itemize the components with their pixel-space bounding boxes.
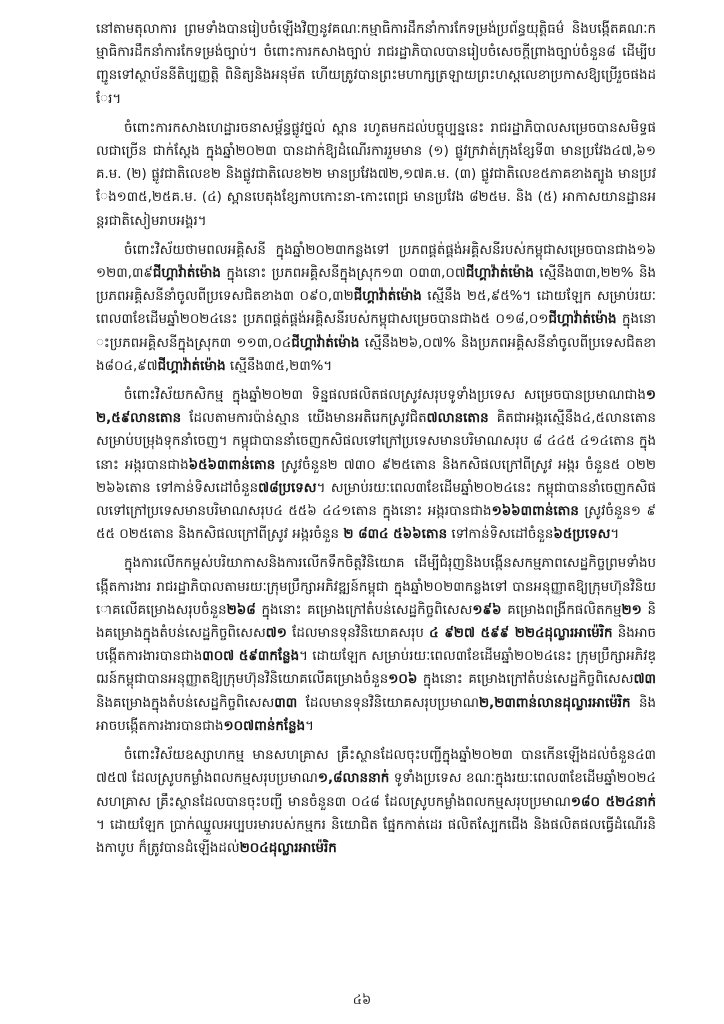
bold-figure: ១០៦ xyxy=(388,672,418,688)
text-run: ដែលតាមការប៉ាន់ស្មាន យើងមានអតិរេកស្រូវជិត xyxy=(181,411,427,427)
bold-figure: ១,៨លាននាក់ xyxy=(317,771,390,787)
text-run: ដែលមានទុនវិនិយោគសរុបប្រមាណ xyxy=(297,695,479,711)
text-run: ទៅកាន់ទិសដៅចំនួន xyxy=(447,527,554,543)
paragraph-industry xyxy=(96,744,656,860)
bold-figure: ៧៨ប្រទេស xyxy=(258,480,317,496)
paragraph-judicial-reform xyxy=(96,18,656,111)
text-run: ក្នុងនោះ ប្រភពអគ្គិសនីក្នុងស្រុក១៣ ០៣៣,០៧ xyxy=(220,266,466,282)
text-run: ។ xyxy=(305,718,314,734)
bold-figure: ២០៤ដុល្លារអាម៉េរិក xyxy=(239,840,337,856)
page-number: ៤៦ xyxy=(352,993,372,1008)
text-run: ចំពោះវិស័យថាមពលអគ្គិសនី ក្នុងឆ្នាំ២០២៣កន្លងទៅ ប្រភពផ្គត់ផ្គង់អគ្គិសនីរបស់កម្ពុជាសម្រេចបានជាង១៦ ១២៣,៣៩ xyxy=(96,242,656,282)
text-run: នៅតាមតុលាការ ព្រមទាំងបានរៀបចំឡើងវិញនូវគណៈកម្មាធិការដឹកនាំការកែទម្រង់ប្រព័ន្ធយុត្តិធម៌ និងបង្កើតគណៈកម្មាធិការដឹកនាំការកែទម្រង់ច្បាប់។ ចំពោះការកសាងច្បាប់ រាជរដ្ឋាភិបាលបានរៀបចំសេចក្តីព្រាងច្បាប់ចំនួន៨ ដើម្បីបញ្ជូនទៅស្ថាប័ននីតិប្បញ្ញត្តិ ពិនិត្យនិងអនុម័ត ហើយត្រូវបានព្រះមហាក្សត្រឡាយព្រះហស្តលេខាប្រកាសឱ្យប្រើរួចផងដែរ។ xyxy=(96,22,656,107)
bold-figure: ជីហ្គាវ៉ាត់ម៉ោង xyxy=(465,266,534,282)
bold-figure: ៣០៧ ៥៩៣កន្លែង xyxy=(202,649,300,665)
text-run: ។ ដោយឡែក សម្រាប់រយៈពេល៣ខែដើមឆ្នាំ២០២៤នេះ ក្រុមប្រឹក្សាអភិវឌ្ឍន៍កម្ពុជាបានអនុញ្ញាតឱ្យក្រុមហ៊ុនវិនិយោគលើគម្រោងចំនួន xyxy=(96,649,656,688)
bold-figure: ៦៥៦៣ពាន់តោន xyxy=(188,457,276,473)
text-run: ស្រូវចំនួន១ ៩៥៥ ០២៥តោន និងកសិផលក្រៅពីស្រូវ អង្ករចំនួន xyxy=(96,504,657,543)
bold-figure: ១០៧ពាន់កន្លែង xyxy=(223,718,306,734)
text-run: ស្មើនឹង២៦,០៧% និងប្រភពអគ្គិសនីនាំចូលពីប្រទេសជិតខាង៨០៤,៩៧ xyxy=(96,335,656,374)
text-run: និងអាចបង្កើតការងារបានជាង xyxy=(96,626,656,665)
bold-figure: ២ ៨៣៤ ៥៦៦តោន xyxy=(343,527,448,543)
body-text xyxy=(96,18,656,860)
text-run: ស្មើនឹង ២៥,៩៥%។ ដោយឡែក សម្រាប់រយៈពេល៣ខែដើមឆ្នាំ២០២៤នេះ ប្រភពផ្គត់ផ្គង់អគ្គិសនីរបស់កម្ពុជាសម្រេចបានជាង៥ ០១៨,០១ xyxy=(96,289,656,328)
text-run: ទូទាំងប្រទេស ខណៈក្នុងរយៈពេល៣ខែដើមឆ្នាំ២០២៤ សហគ្រាស គ្រឹះស្ថានដែលបានចុះបញ្ជី មានចំនួន៣ ០៤៨ ដែលស្រូបកម្លាំងពលកម្មសរុបប្រមាណ xyxy=(96,771,656,810)
text-run: ចំពោះវិស័យឧស្សាហកម្ម មានសហគ្រាស គ្រឹះស្ថានដែលចុះបញ្ជីក្នុងឆ្នាំ២០២៣ បានកើនឡើងដល់ចំនួន៤៣ ៧៥៧ ដែលស្រូបកម្លាំងពលកម្មសរុបប្រមាណ xyxy=(96,748,656,787)
bold-figure: ជីហ្គាវ៉ាត់ម៉ោង xyxy=(291,335,360,351)
text-run: គម្រោងពង្រីកផលិតកម្ម xyxy=(501,602,622,618)
bold-figure: ២៦៨ xyxy=(226,602,256,618)
text-run: ក្នុងការលើកកម្ពស់បរិយាកាសនិងការលើកទឹកចិត្តវិនិយោគ ដើម្បីជំរុញនិងបង្កើនសកម្មភាពសេដ្ឋកិច្ចព្រមទាំងបង្កើតការងារ រាជរដ្ឋាភិបាលតាមរយៈក្រុមប្រឹក្សាអភិវឌ្ឍន៍កម្ពុជា ក្នុងឆ្នាំ២០២៣កន្លងទៅ បានអនុញ្ញាតឱ្យក្រុមហ៊ុនវិនិយោគលើគម្រោងសរុបចំនួន xyxy=(96,556,656,618)
text-run: ស្មើនឹង៣៣,២២% និងប្រភពអគ្គិសនីនាំចូលពីប្រទេសជិតខាង៣ ០៩០,៣២ xyxy=(96,266,656,305)
bold-figure: ១៦៦៣ពាន់តោន xyxy=(491,504,579,520)
bold-figure: ជីហ្គាវ៉ាត់ម៉ោង xyxy=(353,289,422,305)
text-run: និងគម្រោងក្នុងតំបន់សេដ្ឋកិច្ចពិសេស xyxy=(96,602,657,642)
bold-figure: ជីហ្គាវ៉ាត់ម៉ោង xyxy=(548,312,617,328)
text-run: និងអាចបង្កើតការងារបានជាង xyxy=(96,695,656,734)
text-run: ចំពោះវិស័យកសិកម្ម ក្នុងឆ្នាំ២០២៣ ទិន្នផលផលិតផលស្រូវសរុបទូទាំងប្រទេស សម្រេចបានប្រមាណជាង xyxy=(124,388,646,404)
bold-figure: ៧លានតោន xyxy=(426,411,489,427)
text-run: ស្មើនឹង៣៥,២៣%។ xyxy=(225,358,333,374)
text-run: ក្នុងនោះប្រភពអគ្គិសនីក្នុងស្រុក៣ ១១៣,០៤ xyxy=(96,312,656,351)
bold-figure: ១៩៦ xyxy=(472,602,502,618)
paragraph-agriculture xyxy=(96,384,656,546)
bold-figure: ៦៥ប្រទេស xyxy=(553,527,611,543)
paragraph-electricity xyxy=(96,239,656,378)
bold-figure: ៧៣ xyxy=(633,672,656,688)
text-run: ស្រូវចំនួន២ ៧៣០ ៩២៥តោន និងកសិផលក្រៅពីស្រូវ អង្ករ ចំនួន៥ ០២២ ២៦៦តោន ទៅកាន់ទិសដៅចំនួន xyxy=(96,457,656,496)
bold-figure: ជីហ្គាវ៉ាត់ម៉ោង xyxy=(152,266,221,282)
text-run: និងគម្រោងក្នុងតំបន់សេដ្ឋកិច្ចពិសេស xyxy=(96,695,275,711)
text-run: ។ សម្រាប់រយៈពេល៣ខែដើមឆ្នាំ២០២៤នេះ កម្ពុជាបាននាំចេញកសិផលទៅក្រៅប្រទេសមានបរិមាណសរុប៤ ៥៥៦ ៤៤១តោន ក្នុងនោះ អង្ករបានជាង xyxy=(96,480,656,520)
text-run: គិតជាអង្ករស្មើនឹង៤,៥លានតោន សម្រាប់បម្រុងទុកនាំចេញ។ កម្ពុជាបាននាំចេញកសិផលទៅក្រៅប្រទេសមានបរិមាណសរុប ៨ ៤៤៥ ៤១៤តោន ក្នុងនោះ អង្ករបានជាង xyxy=(96,411,656,473)
text-run: ចំពោះការកសាងហេដ្ឋារចនាសម្ព័ន្ធផ្លូវថ្នល់ ស្ពាន រហូតមកដល់បច្ចុប្បន្ននេះ រាជរដ្ឋាភិបាលសម្រេចបានសមិទ្ធផលជាច្រើន ជាក់ស្តែង ក្នុងឆ្នាំ២០២៣ បានដាក់ឱ្យដំណើរការរួមមាន (១) ផ្លូវក្រវាត់ក្រុងខ្សែទី៣ មានប្រវែង៤៧,៦១គ.ម. (២) ផ្លូវជាតិលេខ២ និងផ្លូវជាតិលេខ២២ មានប្រវែង៧២,១៧គ.ម. (៣) ផ្លូវជាតិលេខ៥ភាគខាងត្បូង មានប្រវែង១៣៥,២៥គ.ម. (៤) ស្ពានបេតុងខ្សែកាបកោះនា-កោះពេជ្រ មានប្រវែង ៨២៥ម. និង (៥) អាកាសយានដ្ឋានអន្តរជាតិសៀមរាបអង្គរ។ xyxy=(96,120,656,229)
bold-figure: ១២,៥៩លានតោន xyxy=(96,388,656,427)
paragraph-infrastructure xyxy=(96,117,656,233)
bold-figure: ជីហ្គាវ៉ាត់ម៉ោង xyxy=(157,358,226,374)
text-run: ក្នុងនោះ គម្រោងក្រៅតំបន់សេដ្ឋកិច្ចពិសេស xyxy=(255,602,473,618)
text-run: ក្នុងនោះ គម្រោងក្រៅតំបន់សេដ្ឋកិច្ចពិសេស xyxy=(417,672,634,688)
text-run: ។ ដោយឡែក ប្រាក់ឈ្នួលអប្បបរមារបស់កម្មករ និយោជិត ផ្នែកកាត់ដេរ ផលិតស្បែកជើង និងផលិតផលធ្វើដំណើរនិងកាបូប ក៏ត្រូវបានដំឡើងដល់ xyxy=(96,817,656,856)
text-run: ដែលមានទុនវិនិយោគសរុប xyxy=(286,626,430,642)
bold-figure: ២១ xyxy=(621,602,642,618)
text-run: ។ xyxy=(610,527,620,543)
bold-figure: ៣៣ xyxy=(274,695,298,711)
bold-figure: ៤ ៩២៧ ៥៩៩ ២២៤ដុល្លារអាម៉េរិក xyxy=(429,626,613,642)
paragraph-investment xyxy=(96,552,656,738)
bold-figure: ១៨០ ៥២៤នាក់ xyxy=(570,794,656,810)
bold-figure: ២,២៣ពាន់លានដុល្លារអាម៉េរិក xyxy=(478,695,631,711)
bold-figure: ៧១ xyxy=(265,626,287,642)
